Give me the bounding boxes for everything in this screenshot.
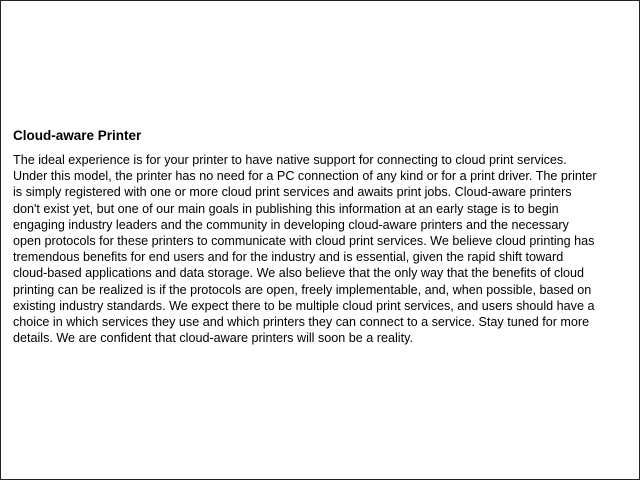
body-line: printing can be realized is if the protocols are open, freely implementable, and, when possible, based on [13, 282, 592, 297]
body-line: Under this model, the printer has no need for a PC connection of any kind or for a print driver. The printer [13, 169, 597, 184]
body-line: The ideal experience is for your printer to have native support for connecting to cloud print services. [13, 153, 567, 167]
body-line: is simply registered with one or more cloud print services and awaits print jobs. Cloud-aware printers [13, 185, 572, 200]
article-body [13, 152, 633, 346]
body-line: details. We are confident that cloud-aware printers will soon be a reality. [13, 331, 413, 346]
body-line: cloud-based applications and data storage. We also believe that the only way that the benefits of cloud [13, 266, 585, 281]
body-line: choice in which services they use and which printers they can connect to a service. Stay tuned for more [13, 315, 590, 330]
body-line: existing industry standards. We expect there to be multiple cloud print services, and users should have a [13, 298, 595, 313]
body-line: engaging industry leaders and the community in developing cloud-aware printers and the necessary [13, 217, 569, 232]
body-line: tremendous benefits for end users and for the industry and is essential, given the rapid shift toward [13, 250, 564, 265]
article [13, 127, 633, 346]
body-line: open protocols for these printers to communicate with cloud print services. We believe cloud printing has [13, 234, 595, 249]
article-title: Cloud-aware Printer [13, 128, 142, 143]
body-line: don't exist yet, but one of our main goals in publishing this information at an early stage is to begin [13, 201, 559, 216]
